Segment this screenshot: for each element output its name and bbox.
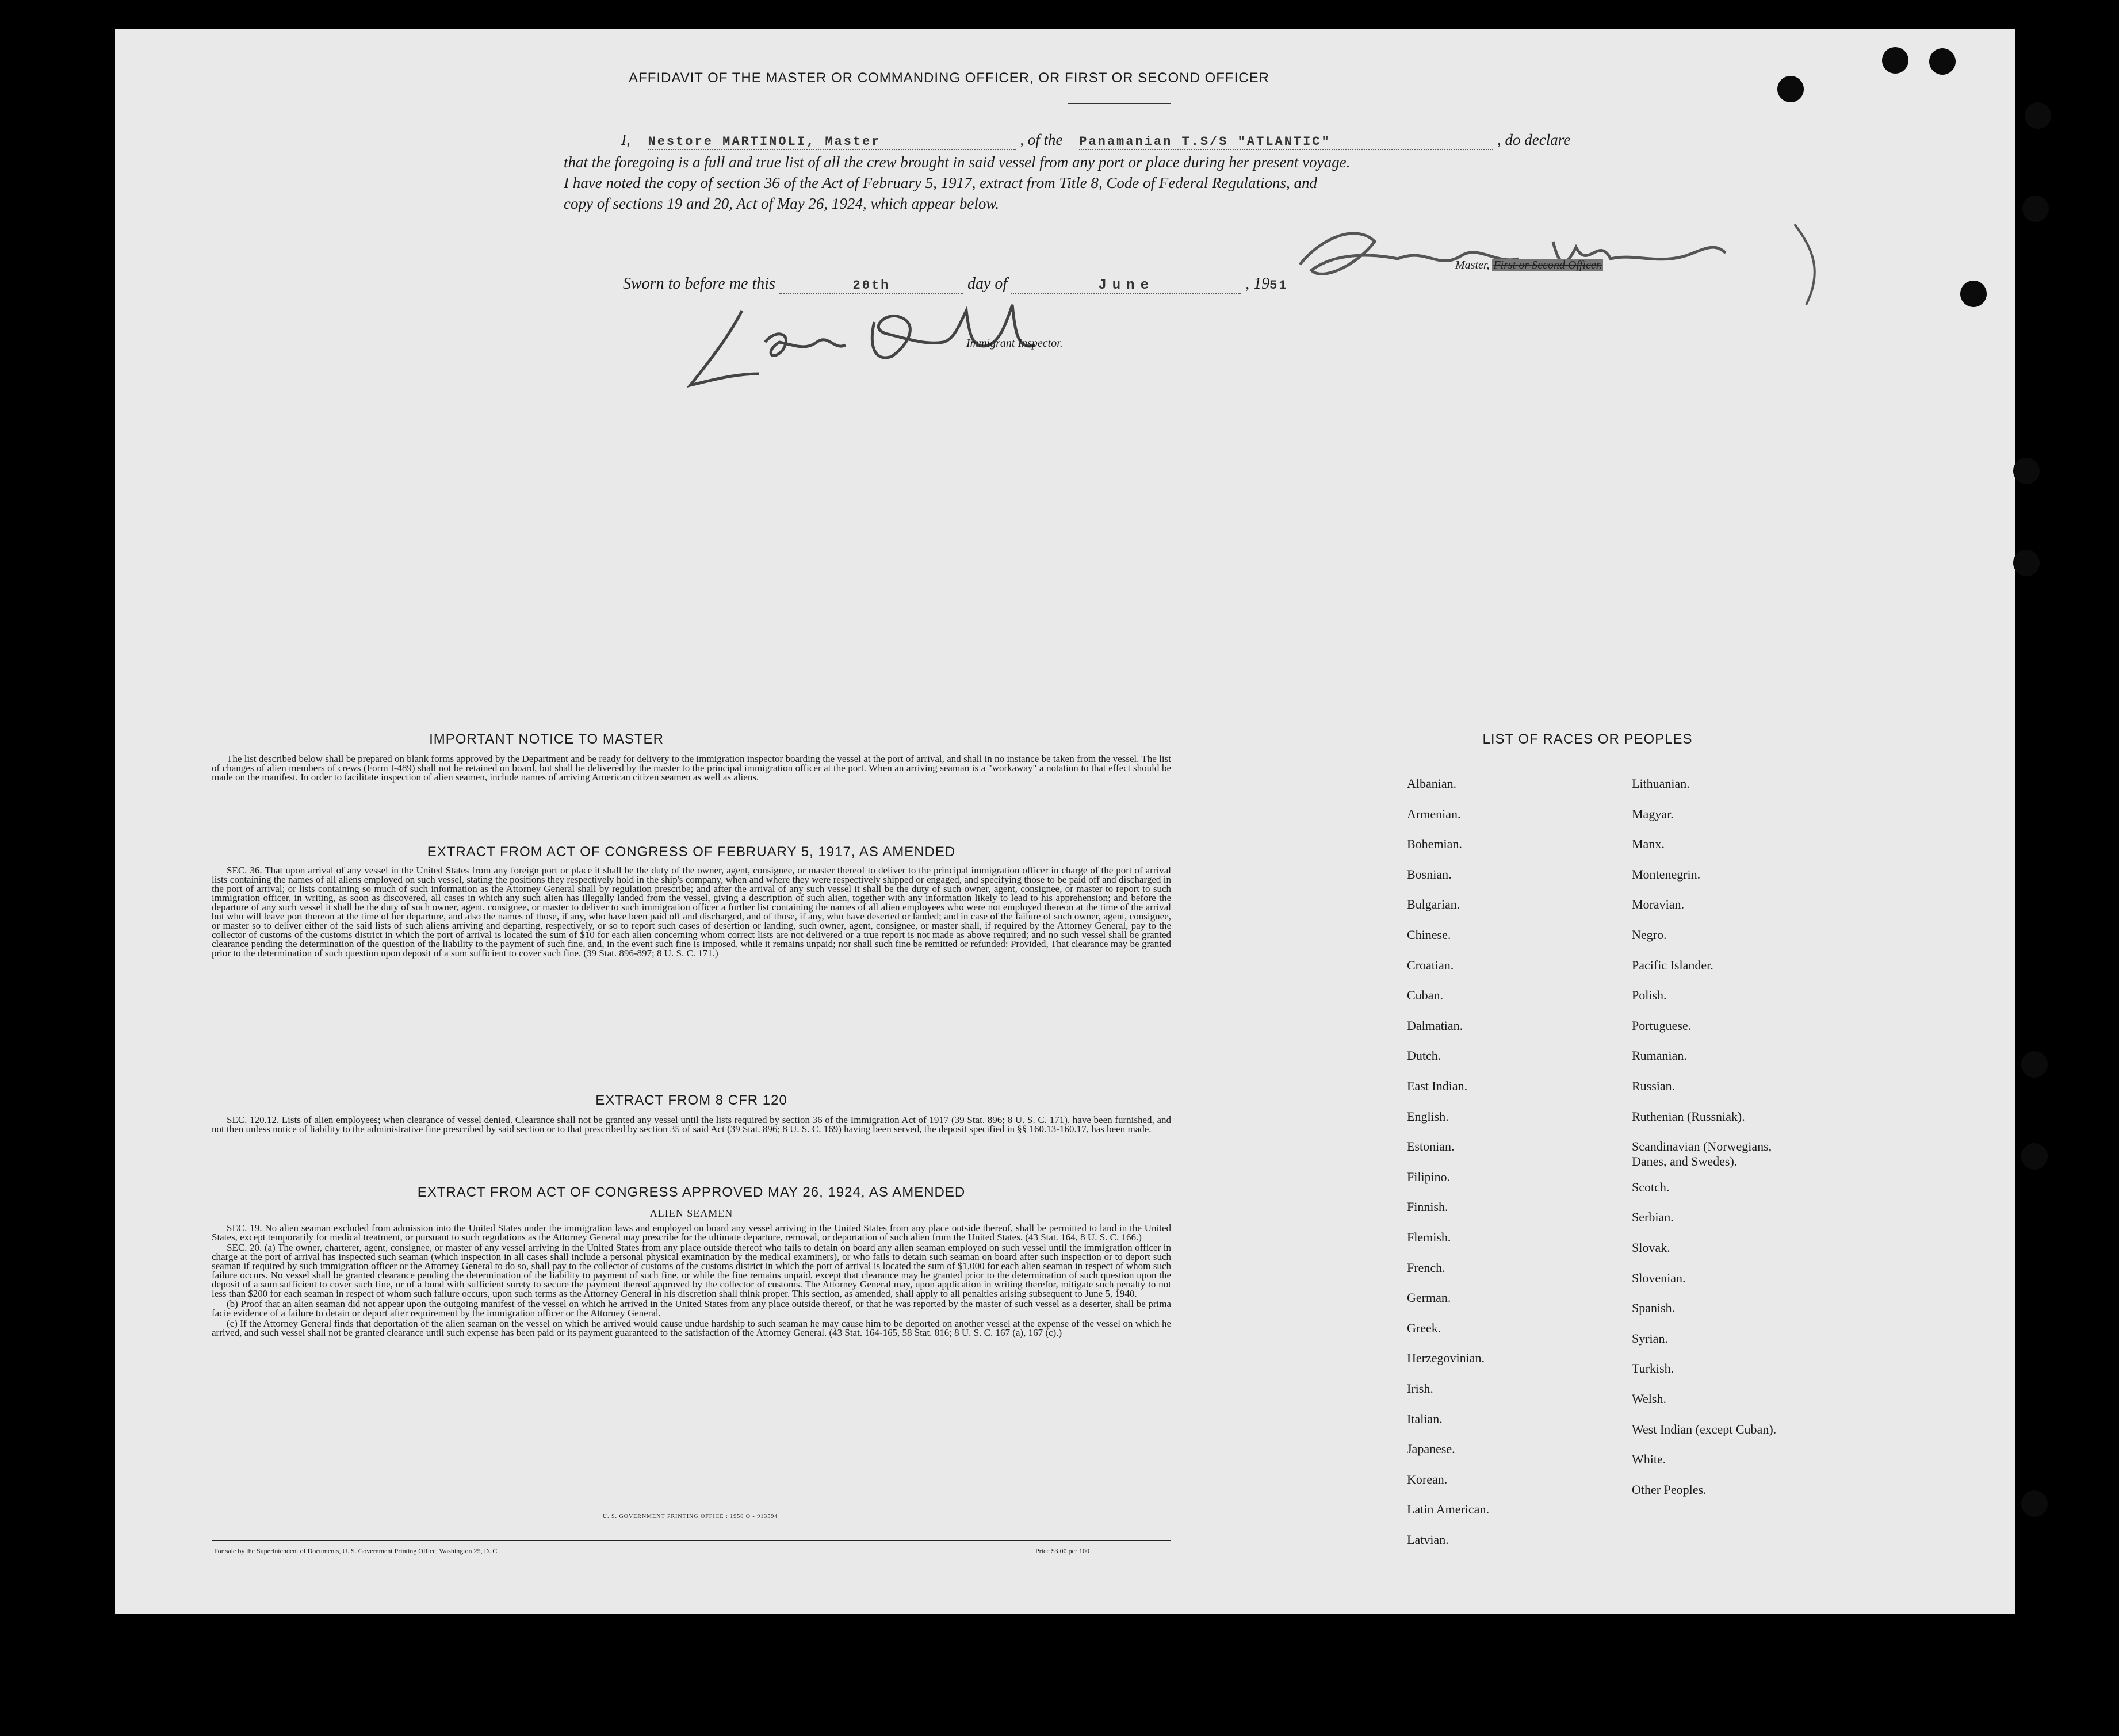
master-name-field: Nestore MARTINOLI, Master: [648, 135, 1016, 150]
race-item: Syrian.: [1632, 1331, 1668, 1346]
race-item: Finnish.: [1407, 1200, 1448, 1214]
race-item: Irish.: [1407, 1381, 1433, 1396]
declaration-line-4: copy of sections 19 and 20, Act of May 26, 1924, which appear below.: [564, 195, 1000, 212]
sale-notice: For sale by the Superintendent of Documents, U. S. Government Printing Office, Washington 25, D. C.: [214, 1547, 499, 1555]
master-caption-row: [1455, 259, 1603, 272]
race-item: Rumanian.: [1632, 1048, 1687, 1063]
race-item: Dutch.: [1407, 1048, 1441, 1063]
sworn-day-field: 20th: [779, 278, 963, 294]
extract-1924-sec19: SEC. 19. No alien seaman excluded from admission into the United States under the immigration laws and employed on board any vessel arriving in the United States from any place outside thereof, shall be permitted to land in the United States, except temporarily for medical treatment, or pursuant to such regulations as the Attorney General may prescribe for the ultimate departure, removal, or deportation of such alien from the United States. (43 Stat. 164, 8 U. S. C. 166.): [212, 1223, 1171, 1243]
race-item: Albanian.: [1407, 776, 1457, 791]
notice-text: The list described below shall be prepared on blank forms approved by the Department and be ready for delivery to the immigration inspector boarding the vessel at the port of arrival, and shall in no instance be taken from the vessel. The list of changes of alien members of crews (Form I-489) shall not be retained on board, but shall be delivered by the master to the principal immigration officer at the port. When an arriving seaman is a "workaway" a notation to that effect should be made on the manifest. In order to facilitate inspection of alien seamen, include names of arriving American citizen seamen as well as aliens.: [212, 753, 1171, 783]
race-item: Negro.: [1632, 928, 1667, 942]
race-item: Dalmatian.: [1407, 1018, 1463, 1033]
sworn-month-field: June: [1011, 278, 1241, 294]
extract-1917-title: EXTRACT FROM ACT OF CONGRESS OF FEBRUARY 5, 1917, AS AMENDED: [427, 844, 956, 860]
sworn-year-field: 51: [1269, 278, 1288, 293]
officer-caption-struck: First or Second Officer.: [1493, 259, 1602, 271]
punch-hole: [1882, 47, 1908, 74]
punch-hole: [2013, 550, 2040, 576]
race-item: Croatian.: [1407, 958, 1454, 972]
punch-hole: [1929, 48, 1956, 75]
title-divider: [1068, 103, 1171, 104]
punch-hole: [2021, 1143, 2048, 1170]
race-item: Portuguese.: [1632, 1018, 1692, 1033]
declaration-line-1: [621, 131, 1570, 150]
race-item: West Indian (except Cuban).: [1632, 1422, 1777, 1436]
race-item: Italian.: [1407, 1412, 1443, 1426]
gpo-imprint: U. S. GOVERNMENT PRINTING OFFICE : 1950 O - 913594: [602, 1513, 778, 1520]
notice-text-block: [212, 754, 1171, 783]
race-item: Bosnian.: [1407, 867, 1452, 882]
master-caption: Master,: [1455, 259, 1490, 271]
race-item: Cuban.: [1407, 988, 1443, 1002]
extract-1924-sec20c: (c) If the Attorney General finds that deportation of the alien seaman on the vessel on which he arrived would cause undue hardship to such seaman he may cause him to be deported on another vessel at the expense of the vessel on which he arrived, and such vessel shall not be granted clearance until such expense has been paid or its payment guaranteed to the satisfaction of the Attorney General. (43 Stat. 164-165, 58 Stat. 816; 8 U. S. C. 167 (a), 167 (c).): [212, 1318, 1171, 1338]
race-item: Scotch.: [1632, 1180, 1670, 1194]
punch-hole: [1960, 281, 1987, 307]
year-prefix: , 19: [1245, 275, 1270, 293]
sworn-prefix: Sworn to before me this: [623, 275, 775, 293]
race-item: Montenegrin.: [1632, 867, 1701, 882]
race-item: Moravian.: [1632, 897, 1685, 911]
race-item: Slovak.: [1632, 1240, 1670, 1255]
punch-hole: [2025, 102, 2051, 129]
race-item: French.: [1407, 1260, 1445, 1275]
race-item: Korean.: [1407, 1472, 1448, 1486]
race-item: Japanese.: [1407, 1442, 1455, 1456]
extract-1924-sec20a: SEC. 20. (a) The owner, charterer, agent, consignee, or master of any vessel arriving in the United States from any place outside thereof who fails to detain on board any alien seaman employed on such vessel until the immigration officer in charge at the port of arrival has inspected such seaman (which inspection in all cases shall include a personal physical examination by the medical examiners), or who fails to detain such seaman on board after such inspection or to deport such seaman if required by such immigration officer or the Attorney General to do so, shall pay to the collector of customs of the customs district in which the port of arrival is located the sum of $1,000 for each alien seaman in respect of whom such failure occurs. No vessel shall be granted clearance pending the determination of the liability to payment of such fine, or while the fine remains unpaid, except that clearance may be granted prior to the determination of such question upon the deposit of a sum sufficient to cover such fine, or of a bond with sufficient surety to secure the payment thereof approved by the collector of customs. The Attorney General may, upon application in writing therefor, mitigate such penalty to not less than $200 for each seaman in respect of whom such failure occurs, upon such terms as the Attorney General in his discretion shall think proper. This section, as amended, shall apply to all penalties arising subsequent to June 5, 1940.: [212, 1242, 1171, 1299]
race-item: Latvian.: [1407, 1532, 1449, 1547]
price-notice: Price $3.00 per 100: [1035, 1547, 1089, 1555]
alien-seamen-subtitle: ALIEN SEAMEN: [649, 1208, 733, 1219]
punch-hole: [2021, 1490, 2048, 1517]
extract-1924-block: [212, 1224, 1171, 1339]
race-item: Magyar.: [1632, 807, 1674, 821]
extract-1924-title: EXTRACT FROM ACT OF CONGRESS APPROVED MAY 26, 1924, AS AMENDED: [417, 1185, 966, 1200]
race-item: German.: [1407, 1290, 1451, 1305]
vessel-name-field: Panamanian T.S/S "ATLANTIC": [1079, 135, 1493, 150]
punch-hole: [2022, 196, 2049, 222]
race-item: Slovenian.: [1632, 1271, 1686, 1285]
race-item: Bulgarian.: [1407, 897, 1460, 911]
race-item: East Indian.: [1407, 1079, 1468, 1093]
punch-hole: [2021, 1051, 2048, 1078]
punch-hole: [1777, 76, 1804, 102]
race-item: Chinese.: [1407, 928, 1451, 942]
race-item: English.: [1407, 1109, 1449, 1124]
race-item: Ruthenian (Russniak).: [1632, 1109, 1745, 1124]
race-item: Russian.: [1632, 1079, 1676, 1093]
race-item: Scandinavian (Norwegians,: [1632, 1139, 1772, 1153]
race-item: Greek.: [1407, 1321, 1441, 1335]
race-item: Lithuanian.: [1632, 776, 1690, 791]
extract-1924-sec20b: (b) Proof that an alien seaman did not appear upon the outgoing manifest of the vessel on which he arrived in the United States from any place outside thereof, or that he was reported by the master of such vessel as a deserter, shall be prima facie evidence of a failure to detain or deport after requirement by the immigration officer or the Attorney General.: [212, 1298, 1171, 1319]
punch-hole: [2013, 458, 2040, 484]
race-item: Spanish.: [1632, 1301, 1676, 1315]
declaration-prefix: I,: [621, 131, 630, 148]
affidavit-title: AFFIDAVIT OF THE MASTER OR COMMANDING OFFICER, OR FIRST OR SECOND OFFICER: [629, 70, 1269, 86]
race-item: Latin American.: [1407, 1502, 1489, 1516]
extract-cfr-title: EXTRACT FROM 8 CFR 120: [595, 1093, 787, 1108]
day-of-text: day of: [967, 275, 1008, 293]
inspector-caption: Immigrant Inspector.: [966, 337, 1063, 350]
declaration-body: [564, 152, 1350, 214]
races-title: LIST OF RACES OR PEOPLES: [1482, 731, 1693, 747]
race-item: Welsh.: [1632, 1392, 1666, 1406]
race-item: Pacific Islander.: [1632, 958, 1713, 972]
declaration-line-2: that the foregoing is a full and true list of all the crew brought in said vessel from any port or place during her present voyage.: [564, 154, 1351, 171]
extract-1917-block: [212, 866, 1171, 959]
race-item: Bohemian.: [1407, 837, 1462, 851]
do-declare-text: , do declare: [1497, 131, 1571, 148]
race-item: Polish.: [1632, 988, 1667, 1002]
race-item: Herzegovinian.: [1407, 1351, 1485, 1365]
race-item: Filipino.: [1407, 1170, 1451, 1184]
race-item: Turkish.: [1632, 1361, 1674, 1375]
extract-cfr-block: [212, 1116, 1171, 1135]
notice-title: IMPORTANT NOTICE TO MASTER: [429, 731, 664, 747]
footer-rule: [212, 1540, 1171, 1541]
of-the-text: , of the: [1020, 131, 1063, 148]
race-item: Danes, and Swedes).: [1632, 1154, 1738, 1168]
race-item: Estonian.: [1407, 1139, 1455, 1153]
extract-cfr-text: SEC. 120.12. Lists of alien employees; when clearance of vessel denied. Clearance shall not be granted any vessel until the lists required by section 36 of the Immigration Act of 1917 (39 Stat. 896; 8 U. S. C. 171), have been furnished, and not then unless notice of liability to the administrative fine prescribed by said section or to that prescribed by section 35 of said Act (39 Stat. 896; 8 U. S. C. 169) having been served, the deposit specified in §§ 160.13-160.17, has been made.: [212, 1114, 1171, 1135]
race-item: Armenian.: [1407, 807, 1461, 821]
race-item: White.: [1632, 1452, 1666, 1466]
declaration-line-3: I have noted the copy of section 36 of the Act of February 5, 1917, extract from Title 8, Code of Federal Regulations, and: [564, 174, 1318, 191]
document-page: [115, 29, 2015, 1614]
race-item: Serbian.: [1632, 1210, 1674, 1224]
race-item: Other Peoples.: [1632, 1482, 1707, 1497]
race-item: Manx.: [1632, 837, 1665, 851]
extract-1917-text: SEC. 36. That upon arrival of any vessel in the United States from any foreign port or place it shall be the duty of the owner, agent, consignee, or master thereof to deliver to the principal immigration officer in charge of the port of arrival lists containing the names of all aliens employed on such vessel, stating the positions they respectively hold in the ship's company, when and where they were respectively shipped or engaged, and specifying those to be paid off and discharged in the port of arrival; or lists containing so much of such information as the Attorney General shall by regulation prescribe; and after the arrival of any such vessel it shall be the duty of such owner, agent, consignee, or master to report to such immigration officer, in writing, as soon as discovered, all cases in which any such alien has illegally landed from the vessel, giving a description of such alien, together with any information likely to lead to his apprehension; and before the departure of any such vessel it shall be the duty of such owner, agent, consignee, or master to deliver to such immigration officer a further list containing the names of all alien employees who were not employed thereon at the time of the arrival but who will leave port thereon at the time of her departure, and also the names of those, if any, who have been paid off and discharged, and of those, if any, who have deserted or landed; and in case of the failure of such owner, agent, consignee, or master so to deliver either of the said lists of such aliens arriving and departing, respectively, or so to report such cases of desertion or landing, such owner, agent, consignee, or master shall, if required by the Attorney General, pay to the collector of customs of the customs district in which the port of arrival is located the sum of $10 for each alien concerning whom correct lists are not delivered or a true report is not made as above required; and no such vessel shall be granted clearance pending the determination of the question of the liability to the payment of such fine, and, in the event such fine is imposed, while it remains unpaid; nor shall such fine be remitted or refunded: Provided, That clearance may be granted prior to the determination of such question upon deposit of a sum sufficient to cover such fine. (39 Stat. 896-897; 8 U. S. C. 171.): [212, 865, 1171, 959]
race-item: Flemish.: [1407, 1230, 1451, 1244]
